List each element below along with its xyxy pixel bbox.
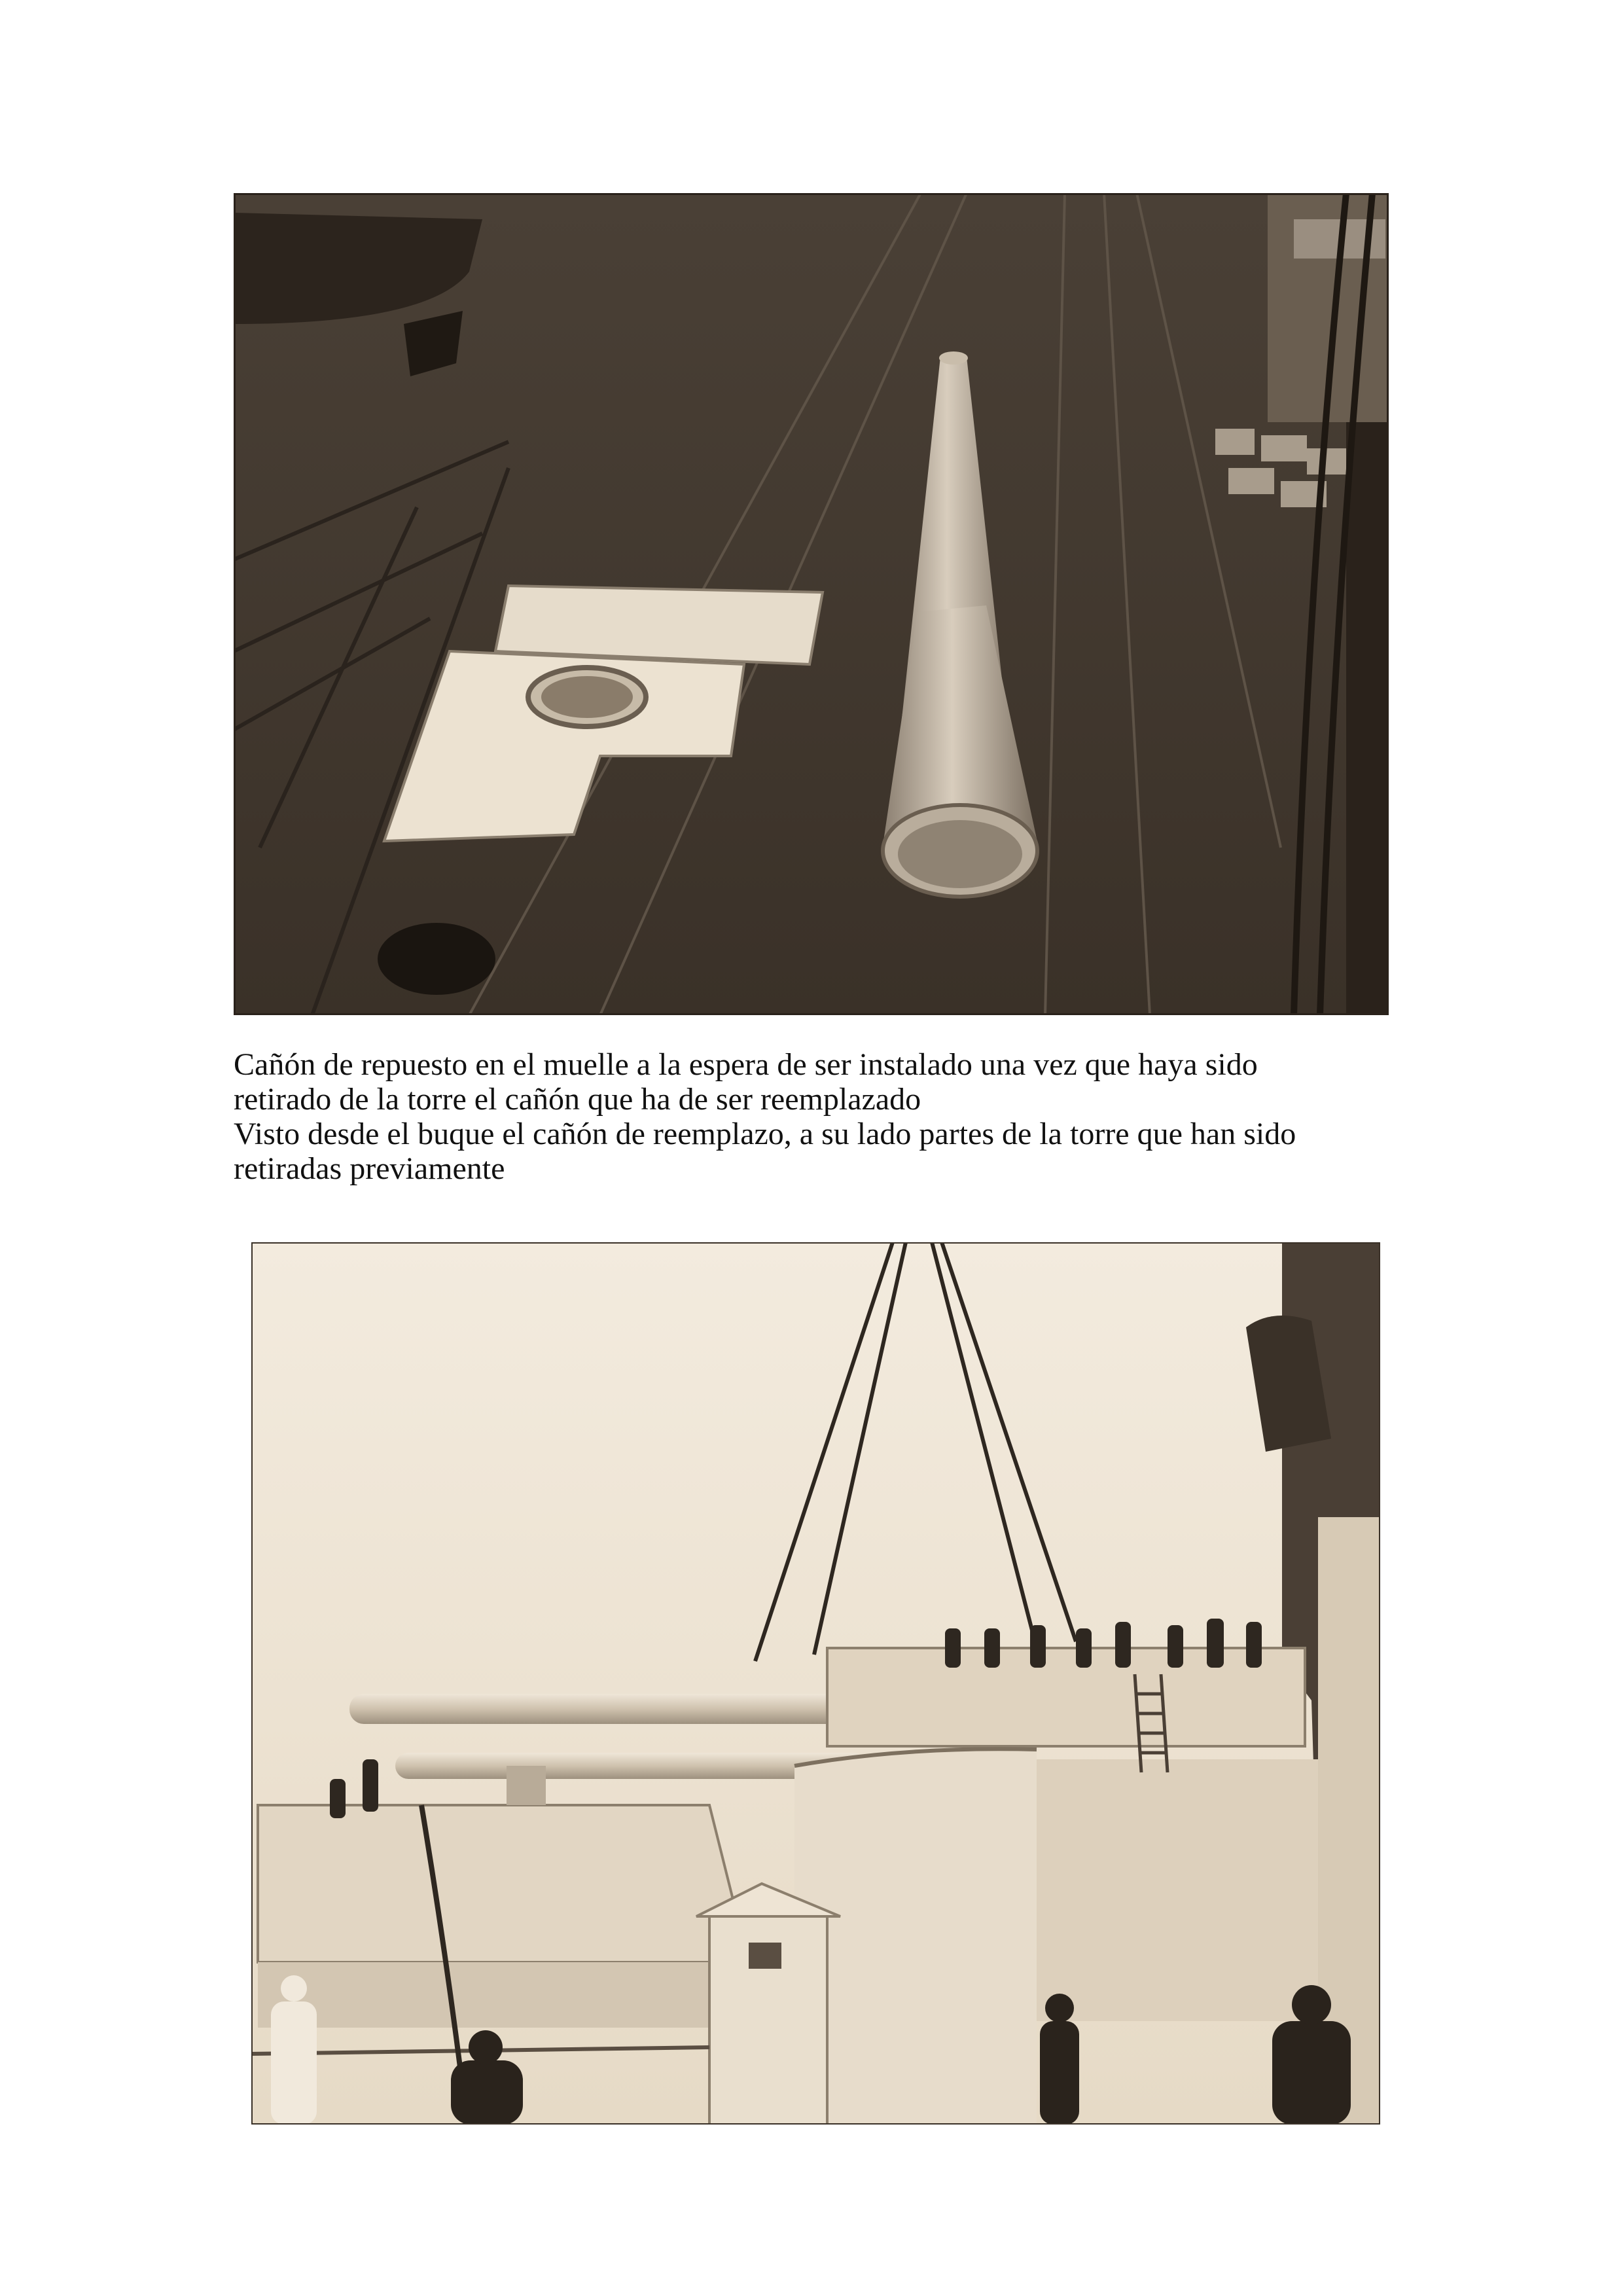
photo-spare-gun-on-quay — [234, 193, 1389, 1015]
caption-line-4: retiradas previamente — [234, 1151, 505, 1186]
photo-replacement-gun-from-ship — [251, 1242, 1380, 2125]
caption-line-2: retirado de la torre el cañón que ha de ser reemplazado — [234, 1082, 921, 1117]
caption-line-3: Visto desde el buque el cañón de reemplazo, a su lado partes de la torre que han sido — [234, 1117, 1296, 1151]
photo-caption — [234, 1047, 1412, 1186]
caption-line-1: Cañón de repuesto en el muelle a la espera de ser instalado una vez que haya sido — [234, 1047, 1258, 1082]
